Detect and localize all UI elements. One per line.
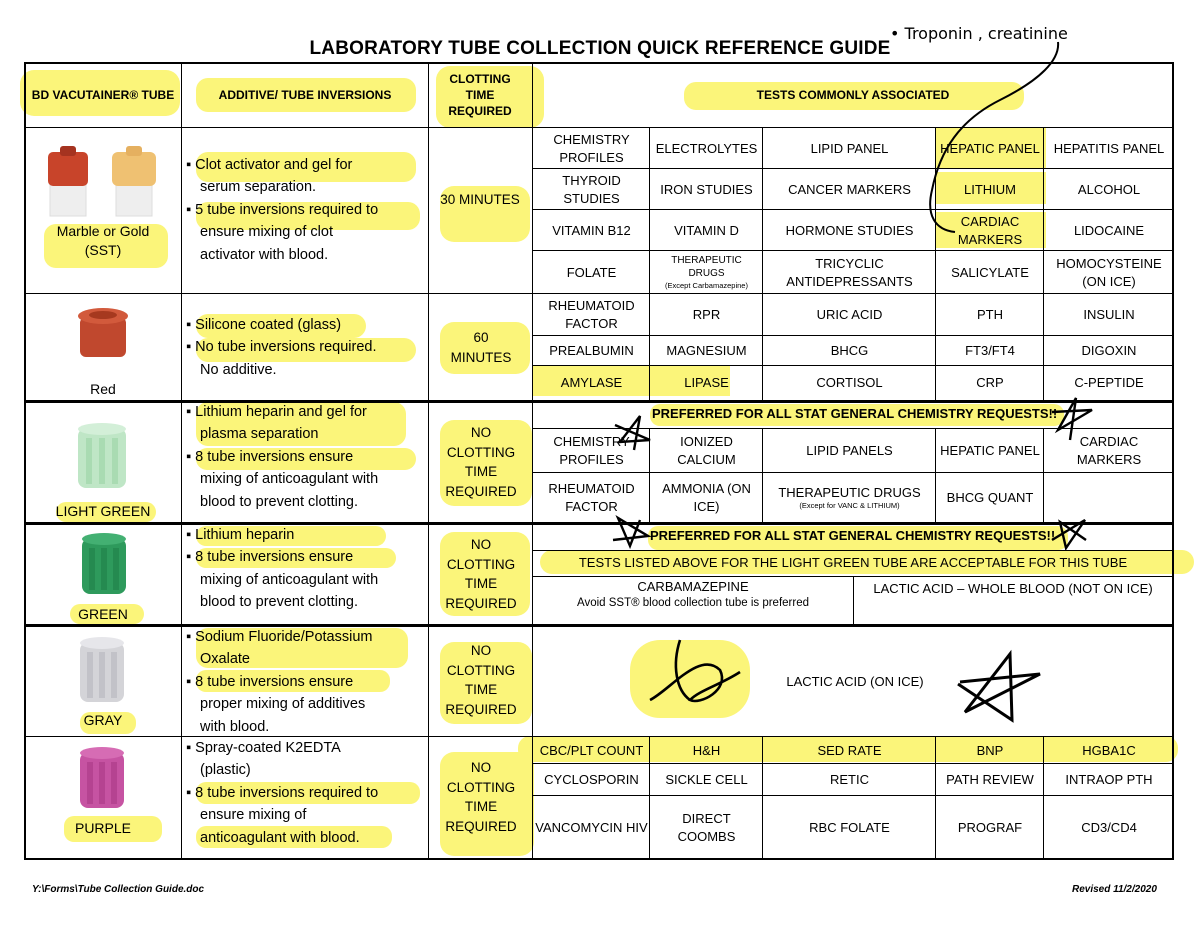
test-cell: SICKLE CELL <box>665 772 748 788</box>
page-title: LABORATORY TUBE COLLECTION QUICK REFERENCE GUIDE <box>309 38 891 59</box>
test-cell: IONIZED CALCIUM <box>677 434 736 467</box>
test-cell: ALCOHOL <box>1077 181 1141 197</box>
header-tube: BD VACUTAINER® TUBE <box>31 87 175 102</box>
clotting-green: NO CLOTTING TIME REQUIRED <box>445 537 517 611</box>
test-cell: PTH <box>977 307 1003 323</box>
test-cell: ELECTROLYTES <box>655 140 758 156</box>
test-cell: CYCLOSPORIN <box>544 772 639 788</box>
test-cell: HEPATIC PANEL <box>940 140 1040 156</box>
green-accept-banner: TESTS LISTED ABOVE FOR THE LIGHT GREEN TUBE ARE ACCEPTABLE FOR THIS TUBE <box>578 555 1128 571</box>
gray-lactic-acid: LACTIC ACID (ON ICE) <box>786 674 924 690</box>
test-cell: FOLATE <box>566 264 617 280</box>
test-cell: HEPATIC PANEL <box>940 443 1040 459</box>
purple-tube-image <box>76 744 128 810</box>
test-cell: CHEMISTRY PROFILES <box>553 131 630 165</box>
red-tube-image <box>72 303 134 359</box>
test-cell: URIC ACID <box>816 307 883 323</box>
green-tube-image <box>78 530 130 596</box>
tube-label-light-green: LIGHT GREEN <box>55 503 151 519</box>
header-clotting: CLOTTING TIME REQUIRED <box>448 71 512 119</box>
test-cell: HORMONE STUDIES <box>785 222 914 238</box>
footer-revised: Revised 11/2/2020 <box>1072 884 1157 895</box>
test-cell: BHCG QUANT <box>946 489 1034 505</box>
test-cell: SALICYLATE <box>951 264 1029 280</box>
clotting-sst: 30 MINUTES <box>440 192 520 207</box>
gray-tube-image <box>76 634 128 704</box>
clotting-purple: NO CLOTTING TIME REQUIRED <box>445 760 517 834</box>
test-cell: PREALBUMIN <box>549 343 634 359</box>
test-cell: RHEUMATOID FACTOR <box>548 480 635 514</box>
test-cell: CHEMISTRY PROFILES <box>553 434 630 467</box>
handwritten-note: • Troponin , creatinine <box>890 24 1068 43</box>
additive-sst: ▪ Clot activator and gel for serum separation. ▪ 5 tube inversions required to ensure mixing of clot activator with blood. <box>186 157 379 263</box>
test-cell: BHCG <box>830 343 869 359</box>
sst-tubes-image <box>44 146 174 222</box>
test-cell: THERAPEUTIC DRUGS (Except for VANC & LITHIUM) <box>778 484 921 511</box>
header-additive: ADDITIVE/ TUBE INVERSIONS <box>218 87 392 102</box>
test-cell: LITHIUM <box>964 181 1016 197</box>
test-cell: CD3/CD4 <box>1081 820 1137 836</box>
test-cell: LIPID PANEL <box>810 140 889 156</box>
clotting-gray: NO CLOTTING TIME REQUIRED <box>445 643 517 717</box>
tube-label-red: Red <box>90 381 116 397</box>
test-cell: CRP <box>976 375 1004 391</box>
test-cell: HOMOCYSTEINE (ON ICE) <box>1056 255 1162 289</box>
test-cell: BNP <box>976 742 1004 758</box>
test-cell: FT3/FT4 <box>965 343 1015 359</box>
tube-label-green: GREEN <box>78 606 128 622</box>
test-cell: THYROID STUDIES <box>562 172 621 206</box>
test-cell: TRICYCLIC ANTIDEPRESSANTS <box>786 255 913 289</box>
test-cell: RBC FOLATE <box>809 820 890 836</box>
divider <box>428 62 429 860</box>
test-cell: CANCER MARKERS <box>788 181 911 197</box>
test-cell: PATH REVIEW <box>946 772 1034 788</box>
test-cell: INTRAOP PTH <box>1065 772 1153 788</box>
tube-label-gray: GRAY <box>83 712 123 728</box>
stat-preferred-banner: PREFERRED FOR ALL STAT GENERAL CHEMISTRY REQUESTS!! <box>650 528 1056 543</box>
test-cell: AMMONIA (ON ICE) <box>662 480 751 514</box>
test-cell: MAGNESIUM <box>666 343 747 359</box>
carbamazepine-cell: CARBAMAZEPINE Avoid SST® blood collection tube is preferred <box>577 579 809 609</box>
footer-path: Y:\Forms\Tube Collection Guide.doc <box>32 884 205 895</box>
test-cell: VITAMIN B12 <box>552 222 631 238</box>
additive-purple: ▪ Spray-coated K2EDTA (plastic) ▪ 8 tube inversions required to ensure mixing of anticoagulant with blood. <box>186 740 379 846</box>
tube-label-purple: PURPLE <box>74 820 132 836</box>
test-cell: AMYLASE <box>560 375 623 391</box>
test-cell: DIGOXIN <box>1081 343 1137 359</box>
test-cell: CORTISOL <box>816 375 883 391</box>
test-cell: LIPID PANELS <box>806 443 893 459</box>
header-tests: TESTS COMMONLY ASSOCIATED <box>756 87 950 102</box>
additive-green: ▪ Lithium heparin ▪ 8 tube inversions ensure mixing of anticoagulant with blood to prevent clotting. <box>186 527 379 611</box>
test-cell: DIRECT COOMBS <box>677 811 736 844</box>
additive-gray: ▪ Sodium Fluoride/Potassium Oxalate ▪ 8 tube inversions ensure proper mixing of additives with blood. <box>186 629 373 735</box>
additive-red: ▪ Silicone coated (glass) ▪ No tube inversions required. No additive. <box>186 317 377 378</box>
additive-light-green: ▪ Lithium heparin and gel for plasma separation ▪ 8 tube inversions ensure mixing of anticoagulant with blood to prevent clotting. <box>186 404 379 510</box>
test-cell: HEPATITIS PANEL <box>1053 140 1165 156</box>
test-cell: CARDIAC MARKERS <box>957 213 1023 247</box>
tube-label-sst: Marble or Gold (SST) <box>56 223 150 258</box>
test-cell: H&H <box>692 742 721 758</box>
test-cell: RHEUMATOID FACTOR <box>548 298 635 331</box>
test-cell: SED RATE <box>817 742 882 758</box>
test-cell: CBC/PLT COUNT <box>539 742 644 758</box>
test-cell: LIPASE <box>684 375 729 391</box>
test-cell: PROGRAF <box>957 820 1023 836</box>
test-cell: LIDOCAINE <box>1073 222 1145 238</box>
clotting-red: 60 MINUTES <box>450 330 512 365</box>
test-cell: RETIC <box>830 772 869 788</box>
test-cell: C-PEPTIDE <box>1074 375 1144 391</box>
stat-preferred-banner: PREFERRED FOR ALL STAT GENERAL CHEMISTRY REQUESTS!! <box>652 406 1058 421</box>
test-cell: HGBA1C <box>1082 742 1136 758</box>
test-cell: VITAMIN D <box>674 222 739 238</box>
clotting-light-green: NO CLOTTING TIME REQUIRED <box>445 425 517 499</box>
test-cell: RPR <box>692 307 721 323</box>
light-green-tube-image <box>74 420 130 490</box>
lactic-acid-whole-blood: LACTIC ACID – WHOLE BLOOD (NOT ON ICE) <box>873 581 1153 597</box>
divider <box>181 62 182 860</box>
test-cell: CARDIAC MARKERS <box>1076 434 1142 467</box>
test-cell: VANCOMYCIN HIV <box>535 820 648 836</box>
test-cell: INSULIN <box>1083 307 1135 323</box>
test-cell: IRON STUDIES <box>660 181 753 197</box>
test-cell: THERAPEUTIC DRUGS (Except Carbamazepine) <box>665 254 748 290</box>
